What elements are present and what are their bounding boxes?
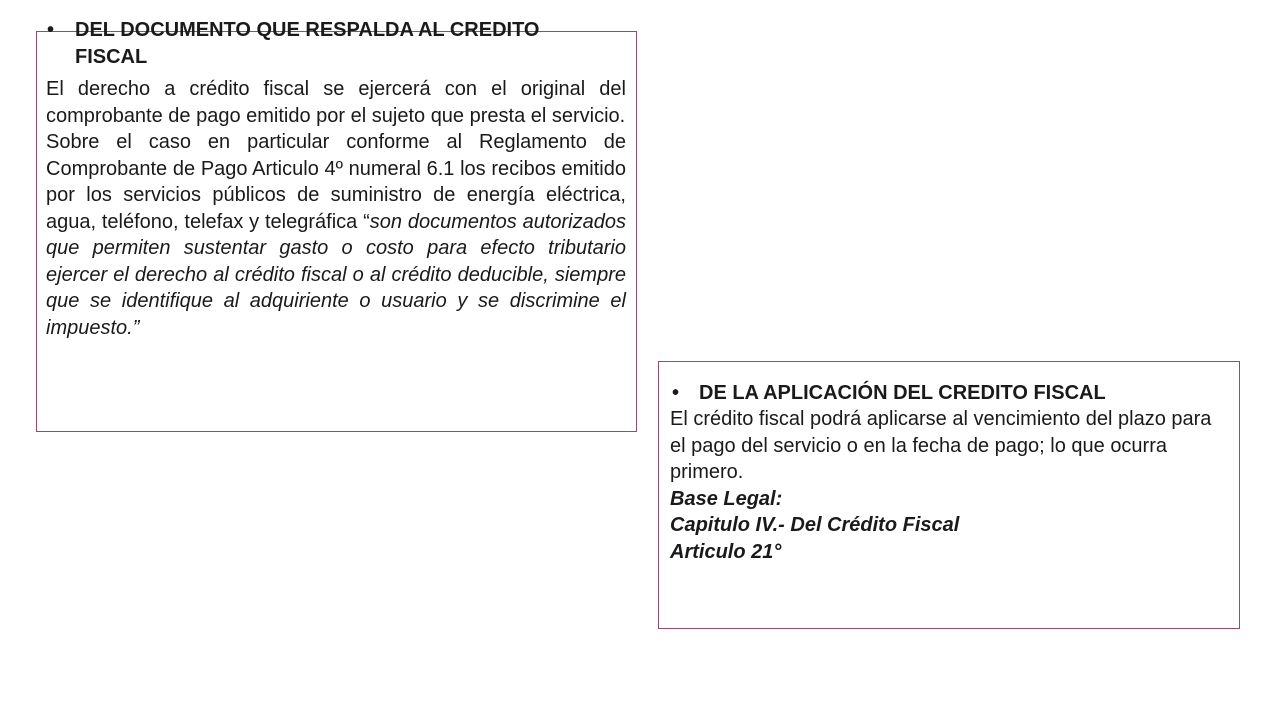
paragraph-reglamento: [46, 129, 626, 341]
aplicacion-credito-box: [658, 361, 1240, 629]
documento-respaldo-heading: [47, 17, 567, 70]
bullet-marker: •: [672, 382, 680, 404]
reglamento-quote: son documentos autorizados que permiten sustentar gasto o costo para efecto tributario ejercer el derecho al crédito fiscal o al crédito deducible, siempre que se identifique al adquiriente o usuario y se discrimine el impuesto.”: [46, 210, 626, 339]
aplicacion-credito-heading: [672, 380, 1212, 407]
paragraph-original-comprobante: El derecho a crédito fiscal se ejercerá con el original del comprobante de pago emitido por el sujeto que presta el servicio.: [46, 78, 626, 127]
article-reference: Articulo 21°: [670, 540, 782, 563]
paragraph-aplicacion: El crédito fiscal podrá aplicarse al vencimiento del plazo para el pago del servicio o en la fecha de pago; lo que ocurra primero.: [670, 408, 1212, 483]
chapter-reference: Capitulo IV.- Del Crédito Fiscal: [670, 514, 960, 536]
documento-respaldo-box: [36, 19, 637, 432]
documento-respaldo-body: [46, 76, 626, 341]
bullet-marker: •: [47, 19, 55, 41]
aplicacion-credito-body: [670, 406, 1220, 565]
documento-respaldo-heading-text: DEL DOCUMENTO QUE RESPALDA AL CREDITO FISCAL: [75, 19, 540, 68]
aplicacion-credito-heading-text: DE LA APLICACIÓN DEL CREDITO FISCAL: [699, 382, 1106, 404]
reglamento-text: Sobre el caso en particular conforme al Reglamento de Comprobante de Pago Articulo 4º numeral 6.1 los recibos emitido por los servicios públicos de suministro de energía eléctrica, agua, teléfono, telefax y telegráfica “: [46, 131, 626, 233]
base-legal-label: Base Legal:: [670, 487, 783, 510]
